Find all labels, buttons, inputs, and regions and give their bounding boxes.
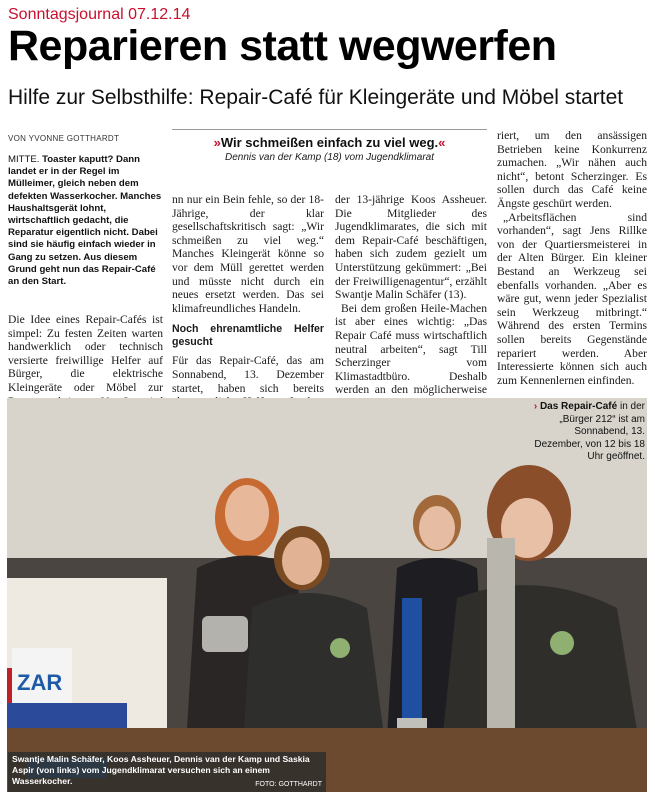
lead-text: Toaster kaputt? Dann landet er in der Regel im Mülleimer, gleich neben dem defekten Wasserkocher. Manches Haushaltsgerät lohnt, wirtschaftlich gedacht, die Reparatur eigentlich nicht. Dabei sind sie häufig einfach wieder in Gang zu setzen. Aus diesem Grund geht nun das Repair-Café an den Start. — [8, 154, 162, 288]
intertitle: Noch ehrenamtliche Helfer gesucht — [172, 323, 324, 348]
section-kicker: Sonntagsjournal 07.12.14 — [8, 6, 191, 23]
paragraph: der 13-jährige Koos Assheuer. Die Mitglieder des Jugendklimarates, die sich mit dem Repair-Café beschäftigen, haben sich zudem gezielt um Unterstützung gekümmert: „Bei der Freiwilligenagentur“, erzählt Swantje Malin Schäfer (13). — [335, 193, 487, 302]
byline: VON YVONNE GOTTHARDT — [8, 134, 120, 143]
paragraph: Bei dem großen Heile-Machen ist aber eines wichtig: „Das Repair Café muss wirtschaftlich neutral arbeiten“, sagt Till Scherzinger vom Klimastadtbüro. Deshalb werden an den möglicherweise — [335, 301, 487, 397]
photo-credit: FOTO: GOTTHARDT — [255, 781, 322, 788]
subheadline: Hilfe zur Selbsthilfe: Repair-Café für Kleingeräte und Möbel startet — [8, 86, 624, 109]
paragraph: Für das Repair-Café, das am Sonnabend, 13. Dezember startet, haben sich bereits — [172, 354, 324, 395]
headline: Reparieren statt wegwerfen — [8, 22, 557, 70]
quote-text: Wir schmeißen einfach zu viel weg. — [220, 135, 439, 150]
paragraph: Die Idee eines Repair-Cafés ist simpel: Zu festen Zeiten warten handwerklich oder technisch versierte freiwillige Helfer auf Bürger, die elektrische Kleingeräte oder Möbel zur — [8, 313, 163, 394]
photo-caption — [8, 752, 326, 792]
info-text: in der „Bürger 212“ ist am Sonnabend, 13. Dezember, von 12 bis 18 Uhr geöffnet. — [534, 401, 645, 462]
lead-paragraph — [8, 154, 163, 288]
article-column-4 — [497, 129, 647, 387]
info-title: Das Repair-Café — [539, 401, 618, 412]
paragraph: nn nur ein Bein fehle, so der 18-Jährige, der klar gesellschaftskritisch sagt: „Wir schmeißen zu viel weg.“ Manches Kleingerät könne so vor dem Müll gerettet werden und müsste nicht durch ein neues ersetzt werden. Das sei klimafreundliches Handeln. — [172, 193, 324, 315]
pull-quote — [172, 129, 487, 163]
dateline-place: MITTE. — [8, 154, 40, 165]
caption-text: Swantje Malin Schäfer, Koos Assheuer, Dennis van der Kamp und Saskia Aspir (von links) vom Jugendklimarat versuchen sich an einem Wasserkocher. — [12, 754, 310, 786]
paragraph: riert, um den ansässigen Betrieben keine Konkurrenz zumachen. „Wir nähen auch nicht“, betont Scherzinger. Es sollen durch das Café keine Ängste geschürt werden. — [497, 129, 647, 210]
quote-attribution: Dennis van der Kamp (18) vom Jugendklimarat — [225, 152, 434, 163]
info-marker: › — [533, 401, 538, 412]
quote-open-mark: » — [213, 135, 221, 150]
quote-close-mark: « — [438, 135, 446, 150]
photo-sign-text: ZAR — [17, 670, 63, 695]
paragraph: „Arbeitsflächen sind vorhanden“, sagt Jens Rillke von der Quartiersmeisterei in der Alten Bürger. Ein kleiner Bestand an Werkzeug sei ebenfalls vorhanden. „Aber es wäre gut, wenn jeder Spezialist sein Werkzeug mitbringt.“ Während des ersten Termins sollen bereits Gegenstände repariert werden. Aber Interessierte können sich auch zum Kennenlernen einfinden. — [497, 210, 647, 387]
info-box — [533, 401, 645, 464]
